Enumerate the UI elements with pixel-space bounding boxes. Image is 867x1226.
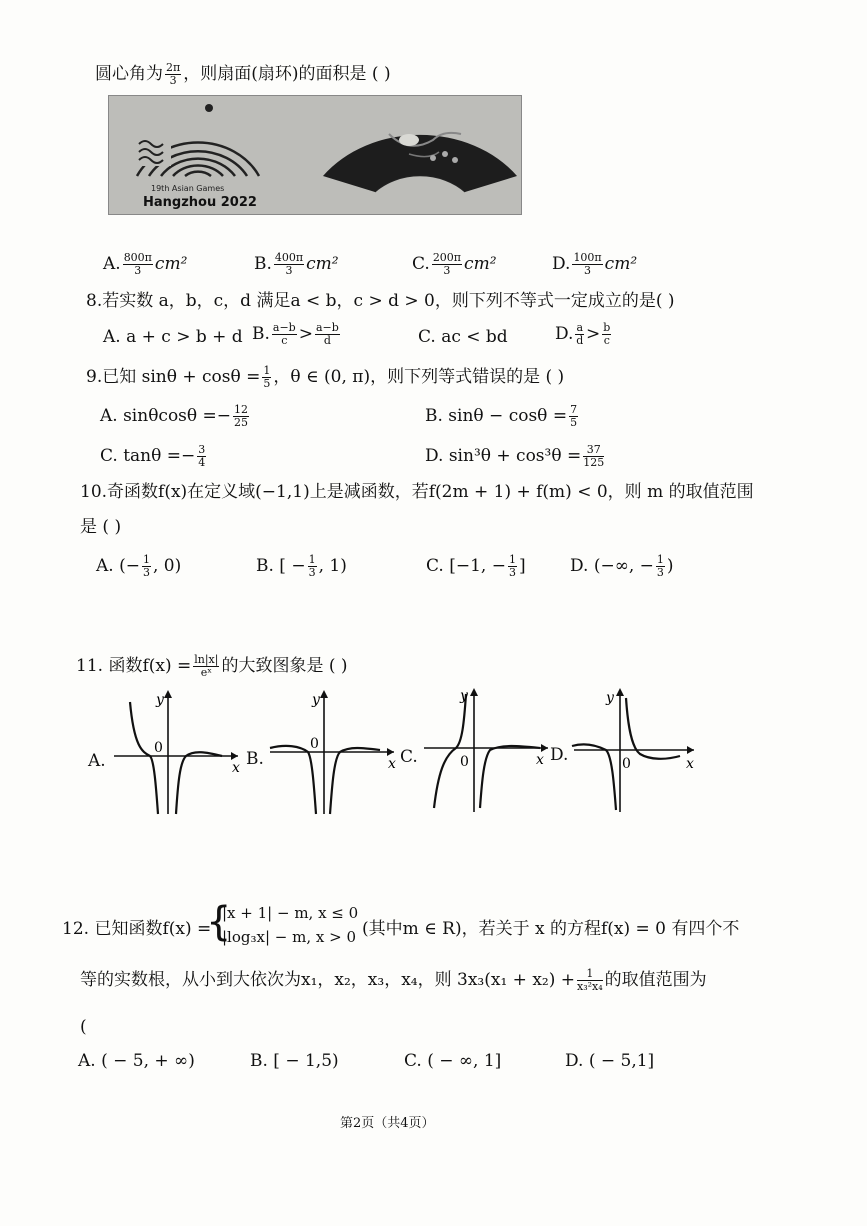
svg-text:0: 0 [310, 736, 319, 752]
svg-text:y: y [460, 688, 468, 704]
q8-stem: 8.若实数 a，b，c，d 满足a < b，c > d > 0，则下列不等式一定成立的是( ) [86, 291, 675, 311]
page-footer: 第2页（共4页） [340, 1116, 435, 1131]
q11-graph-d[interactable] [570, 684, 705, 816]
svg-text:0: 0 [460, 754, 469, 770]
svg-text:y: y [312, 692, 320, 708]
q9-stem: 9.已知 sinθ + cosθ = $\frac{1}{5}$ ，θ ∈ (0, π)，则下列等式错误的是 ( ) [86, 364, 565, 390]
q8-option-c[interactable]: C. ac < bd [418, 327, 508, 347]
q7-rest: ，则扇面(扇环)的面积是 ( ) [183, 64, 391, 84]
q10-stem-cont: 是 ( ) [80, 517, 122, 537]
q9-option-d[interactable]: D. sin³θ + cos³θ = $\frac{37}{125}$ [425, 443, 605, 469]
svg-text:0: 0 [154, 740, 163, 756]
asian-games-fan-photo [108, 95, 522, 215]
q7-option-c[interactable]: C. $\frac{200\pi}{3}$ cm² [412, 251, 497, 277]
q11-graph-b[interactable] [266, 686, 401, 818]
svg-text:x: x [686, 756, 694, 772]
q12-option-a[interactable]: A. ( − 5, + ∞) [78, 1051, 195, 1071]
emblem-text-2: Hangzhou 2022 [143, 195, 257, 210]
q7-option-a[interactable]: A. $\frac{800\pi}{3}$ cm² [103, 251, 188, 277]
q7-option-b[interactable]: B. $\frac{400\pi}{3}$ cm² [254, 251, 339, 277]
q9-option-a[interactable]: A. sinθcosθ =− $\frac{12}{25}$ [100, 403, 249, 429]
q10-option-d[interactable]: D. (−∞, − $\frac{1}{3}$ ) [570, 553, 674, 579]
q12-option-c[interactable]: C. ( − ∞, 1] [404, 1051, 502, 1071]
emblem-text-1: 19th Asian Games [151, 184, 225, 193]
q7-option-d[interactable]: D. $\frac{100\pi}{3}$ cm² [552, 251, 638, 277]
q12-brace: { [206, 899, 232, 945]
q10-option-c[interactable]: C. [−1, − $\frac{1}{3}$ ] [426, 553, 526, 579]
q12-stem-b: (其中m ∈ R)，若关于 x 的方程f(x) = 0 有四个不 [362, 919, 740, 939]
q10-stem: 10.奇函数f(x)在定义域(−1,1)上是减函数，若f(2m + 1) + f(m) < 0，则 m 的取值范围 [80, 482, 754, 502]
q11-option-c-label[interactable]: C. [400, 747, 418, 767]
photo-illustration [109, 96, 521, 214]
q8-option-b[interactable]: B. $\frac{a-b}{c}$ > $\frac{a-b}{d}$ [252, 321, 339, 347]
q7-angle-fraction: $\frac{2\pi}{3}$ [166, 61, 181, 87]
q8-option-a[interactable]: A. a + c > b + d [103, 327, 243, 347]
svg-text:x: x [536, 752, 544, 768]
q12-stem-a: 12. 已知函数f(x) = [62, 919, 212, 939]
svg-text:y: y [156, 692, 164, 708]
q12-case-2: |log₃x| − m, x > 0 [222, 928, 356, 946]
q11-graph-c[interactable] [420, 684, 555, 816]
q12-line-2: 等的实数根，从小到大依次为x₁，x₂，x₃，x₄，则 3x₃(x₁ + x₂) + $\frac{1}{\text{x₃²x₄}}$ 的取值范围为 [80, 967, 707, 993]
q11-option-d-label[interactable]: D. [550, 745, 569, 765]
q10-option-b[interactable]: B. [ − $\frac{1}{3}$ , 1) [256, 553, 347, 579]
svg-text:0: 0 [622, 756, 631, 772]
q7-intro: 圆心角为 [95, 64, 163, 84]
q7-stem [95, 62, 391, 87]
q11-graph-a[interactable] [110, 686, 245, 818]
q9-option-c[interactable]: C. tanθ =− $\frac{3}{4}$ [100, 443, 206, 469]
q12-line-3: ( [80, 1017, 87, 1037]
q8-option-d[interactable]: D. $\frac{a}{d}$ > $\frac{b}{c}$ [555, 321, 611, 347]
q11-option-b-label[interactable]: B. [246, 749, 264, 769]
svg-text:y: y [606, 690, 614, 706]
q11-stem: 11. 函数f(x) = $\frac{\ln|x|}{\text{eˣ}}$ 的大致图象是 ( ) [76, 653, 348, 679]
svg-text:x: x [232, 760, 240, 776]
q12-case-1: |x + 1| − m, x ≤ 0 [222, 904, 359, 922]
q12-option-d[interactable]: D. ( − 5,1] [565, 1051, 655, 1071]
svg-text:x: x [388, 756, 396, 772]
q10-option-a[interactable]: A. (− $\frac{1}{3}$ , 0) [96, 553, 182, 579]
q12-option-b[interactable]: B. [ − 1,5) [250, 1051, 339, 1071]
q11-option-a-label[interactable]: A. [88, 751, 106, 771]
q9-option-b[interactable]: B. sinθ − cosθ = $\frac{7}{5}$ [425, 403, 578, 429]
